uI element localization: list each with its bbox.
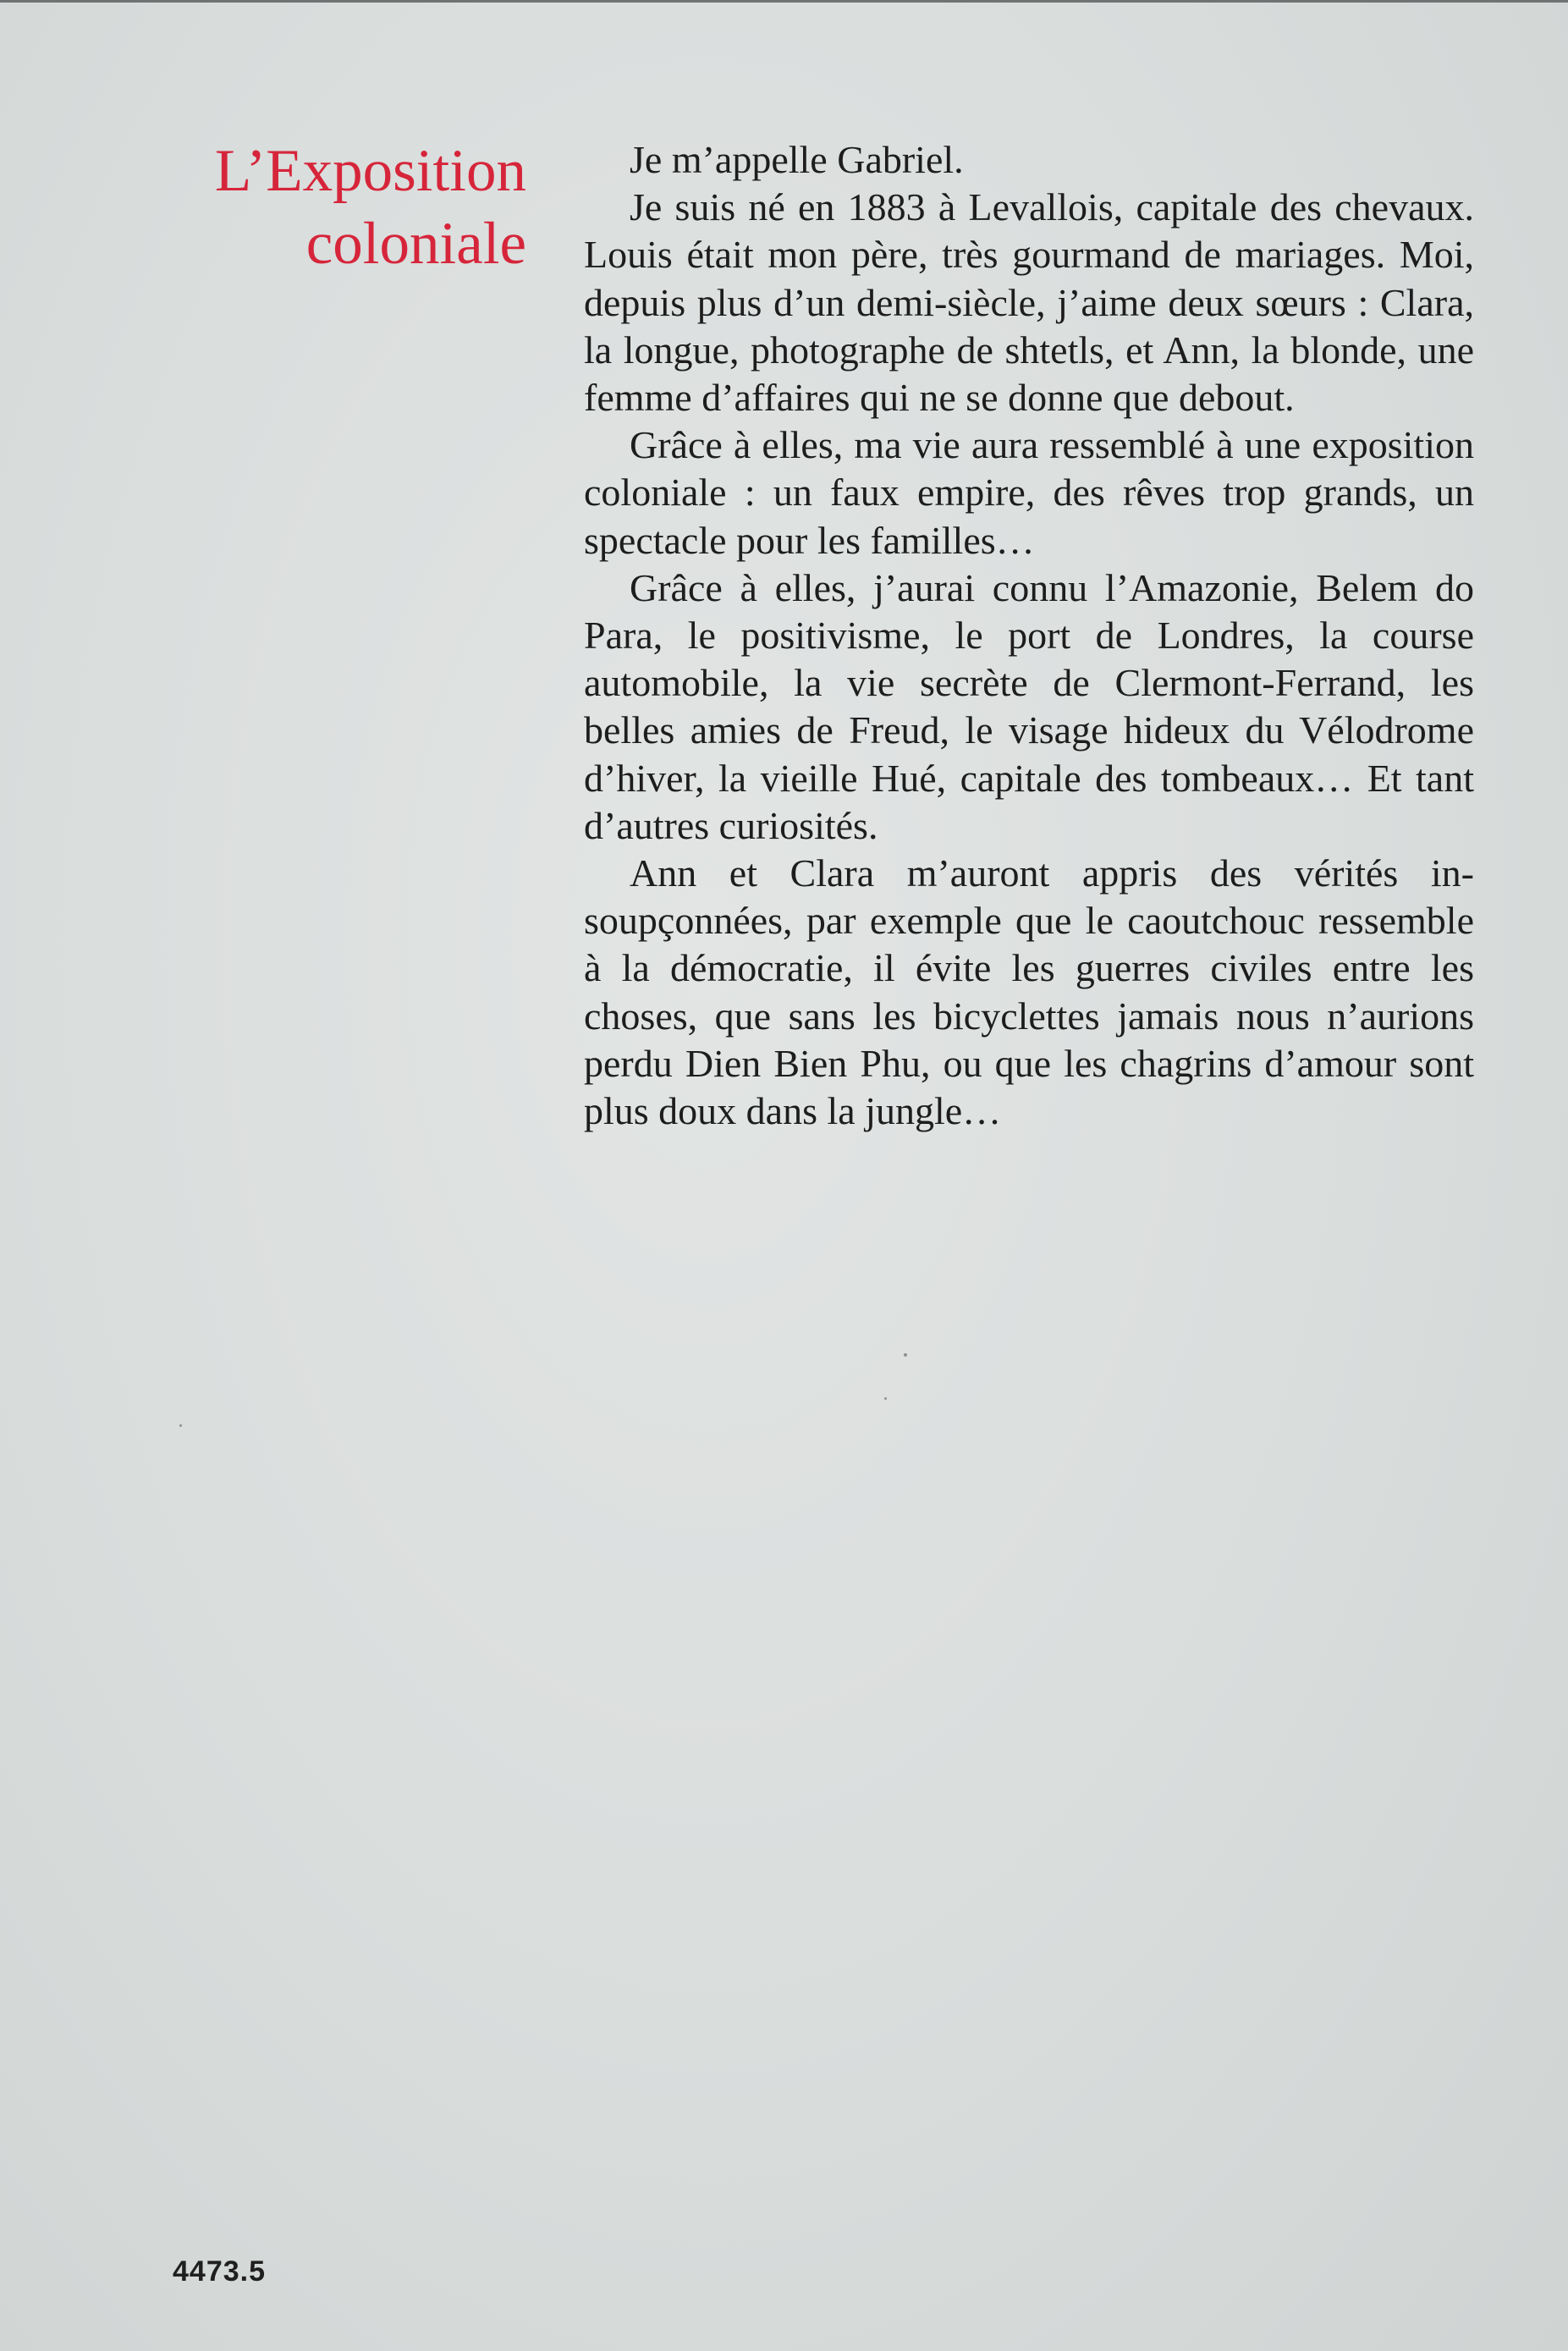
paper-speck — [904, 1353, 907, 1357]
blurb-paragraph-1: Je m’appelle Gabriel. — [630, 138, 964, 181]
title-line-2: coloniale — [305, 211, 526, 277]
blurb-paragraph-4: Grâce à elles, j’aurai connu l’Amazonie, Belem do Para, le positivisme, le port de Londres, la course automobile, la vie secrète de Clermont-Ferrand, les belles amies de Freud, le visage hideux du Vélodrome d’hiver, la vieille Hué, capitale des tombeaux… Et tant d’autres curiosités. — [584, 565, 1474, 847]
catalog-code: 4473.5 — [173, 2255, 266, 2288]
paper-speck — [884, 1397, 887, 1400]
blurb-paragraph-5: Ann et Clara m’auront appris des vérités insoupçonnées, par exemple que le caoutchouc ressemble à la démocratie, il évite les guerres civiles entre les choses, que sans les bicyclettes jamais nous n’aurions perdu Dien Bien Phu, ou que les chagrins d’amour sont plus doux dans la jungle… — [584, 851, 1474, 1133]
book-title — [76, 135, 526, 280]
blurb-text — [584, 136, 1474, 1135]
paper-speck — [179, 1424, 182, 1427]
blurb-paragraph-2: Je suis né en 1883 à Levallois, capitale des chevaux. Louis était mon père, très gourmand de mariages. Moi, depuis plus d’un demi-siècle, j’aime deux sœurs : Clara, la longue, photographe de shtetls, et Ann, la blonde, une femme d’affaires qui ne se donne que debout. — [584, 185, 1474, 420]
blurb-paragraph-3: Grâce à elles, ma vie aura ressemblé à une exposition coloniale : un faux empire, des rêves trop grands, un spectacle pour les familles… — [584, 423, 1474, 562]
title-line-1: L’Exposition — [214, 138, 526, 204]
